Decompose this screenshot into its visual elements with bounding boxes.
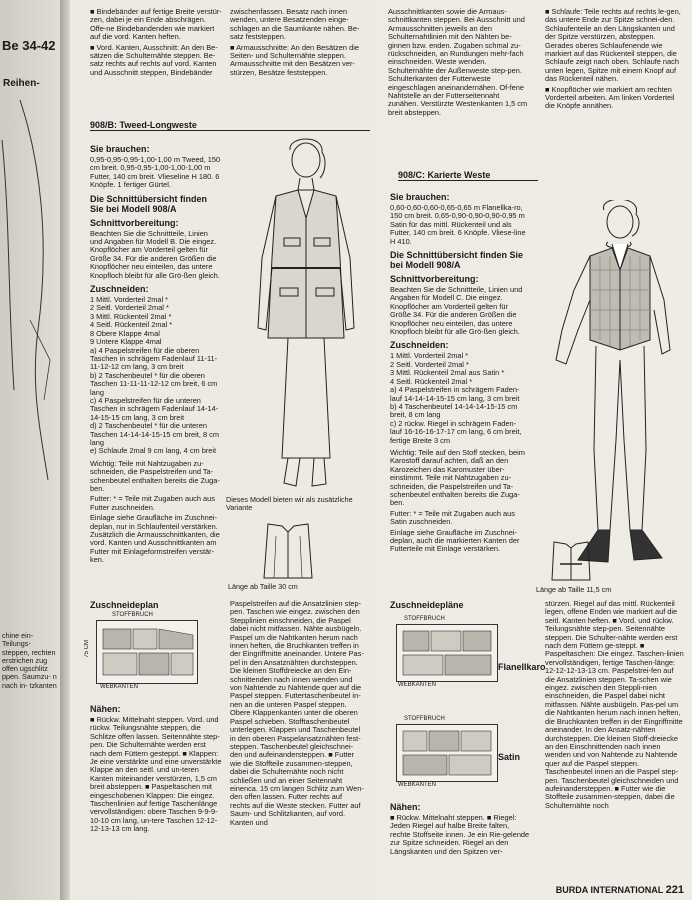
sie-brauchen-heading: Sie brauchen: — [390, 192, 450, 202]
cutting-list-item: b) 4 Taschenbeutel 14-14-14-15-15 cm breit, 8 cm lang — [390, 401, 518, 420]
cutting-plan-pieces — [397, 725, 497, 781]
paragraph: stürzen. Riegel auf das mittl. Rückenteil legen, offene Enden wie markiert auf die seitl. Kanten heften. ■ Vord. und rückw. Teilungsnähte step-pen. Seitennähte steppen. Die Schulter-nähte werden erst nach dem Füttern ge-steppt. ■ Paspeltaschen: Die eingez. Taschen-linien vervollständigen, fertige Taschen-länge: 12-12-12-13-13 cm. Paspelstrei-fen auf die Ansatzlinien steppen. Ta-schen wie eingez. zwischen den Steppli-nien einschneiden, die Paspel dabei nicht mitfassen. Nähte ausbügeln. Pas-pel um die Nahtkanten herum nach innen heften, die Bruchkanten treffen in der Eingriffmitte aneinander. In den Ansatz-nähten durchsteppen. Die kleinen Stoff-dreiecke an den Einschnittenden nach innen wenden und von Nahtende zu Nahtende quer auf die Paspel steppen. Taschenbeutel innen an die Paspel step-pen. Taschenbeutel gleichschneiden und aufeinandersteppen. ■ Futter wie die Stoffteile zusammen-steppen, dabei die Schulternähte noch — [545, 599, 684, 810]
column-4-bottom — [545, 600, 685, 812]
width-label: 75 CM — [84, 640, 90, 658]
cutting-list-item: a) 4 Paspelstreifen für die oberen Taschen in schrägem Fadenlauf 11-11-11-12-12 cm lang, 3 cm breit — [90, 345, 218, 372]
paragraph: Paspelstreifen auf die Ansatzlinien step-pen. Taschen wie eingez. zwischen den Stepplinien einschneiden, die Paspel dabei nicht mitfassen. Nähte ausbügeln. Paspel um die Nahtkanten herum nach innen heften, die Bruchkanten treffen in der Eingriffmitte aneinander. Untere Pas-pel in den Ansatznähten durchsteppen. Die kleinen Stoffdreiecke an den Ein-schnittenden nach innen wenden und von Nahtende zu Nahtende quer auf die Paspel steppen. Futtertaschenbeutel in-nen an die unteren Paspel steppen. Obere Klappenkanten unter die oberen Paspel schieben. Stofftaschenbeutel unterlegen. Klappen und Taschenbeutel in den oberen Paspelansatznähten fest-steppen. Taschenbeutel gleichschnei-den und aufeinandersteppen. ■ Futter wie die Stoffteile zusammen-steppen, dabei die Schulternähte noch nicht schließen und an einer Seitennaht einenca. 15 cm langen Schlitz zum Wen-den offen lassen. Futter rechts auf rechts auf die Weste stecken. Futter auf Saum- und Schlitzkanten, auf vord. Kanten und — [230, 599, 364, 827]
paragraph: ■ Schlaufe: Teile rechts auf rechts le-gen, das untere Ende zur Spitze schnei-den. Schlaufenteile an den Längskanten und der Spitze verstürzen, absteppen. Gerades oberes Schlaufenende wie markiert auf das Rückenteil steppen, die Schlaufe zeigt nach oben. Schlaufe nach unten legen, Spitze mit einem Knopf auf das Rückenteil nähen. — [545, 7, 681, 84]
column-2-top — [230, 8, 362, 79]
zuschneiden-heading: Zuschneiden: — [90, 284, 149, 295]
stoffbruch-label: STOFFBRUCH — [404, 616, 445, 622]
wichtig-text: Wichtig: Teile auf den Stoff stecken, beim Karostoff darauf achten, daß an den Karozeichen das Karomuster über-einstimmt. Teile mit Nahtzugaben zu-schneiden, die Paspelstreifen und Ta-schenbeutel enthalten bereits die Zuga-ben. — [390, 447, 525, 508]
column-4-top — [545, 8, 685, 113]
cutting-list-item: 9 Untere Klappe 4mal — [90, 337, 162, 347]
page-footer — [556, 884, 684, 896]
futter-text: Futter: * = Teile mit Zugaben auch aus Futter zuschneiden. — [90, 494, 215, 512]
schnittvorbereitung-heading: Schnittvorbereitung: — [90, 217, 179, 228]
cutting-list — [90, 296, 222, 456]
cutting-list-item: 1 Mittl. Vorderteil 2mal * — [390, 351, 469, 361]
section-c-instructions — [390, 188, 528, 556]
cutting-list-item: c) 4 Paspelstreifen für die unteren Taschen in schrägem Fadenlauf 14-14-14-15-15 cm lang, 3 cm breit — [90, 395, 219, 422]
paragraph: zwischenfassen. Besatz nach innen wenden, untere Besatzenden einge-schlagen an die Saumkante nähen. Be-satz feststeppen. — [230, 7, 360, 42]
cutting-list-item: 1 Mittl. Vorderteil 2mal * — [90, 295, 169, 305]
length-label-c: Länge ab Taille 11,5 cm — [536, 585, 612, 594]
naehen-b — [90, 700, 222, 836]
naehen-text: ■ Rückw. Mittelnaht steppen. ■ Riegel: Jeden Riegel auf halbe Breite falten, rechte Stoffseite innen. Je ein Rie-gelende zur Spitze schneiden. Riegel an den Längskanten und den Spitzen ver- — [390, 813, 530, 856]
wichtig-text: Wichtig: Teile mit Nahtzugaben zu-schneiden, die Paspelstreifen und Ta-schenbeutel enthalten bereits die Zuga-ben. — [90, 458, 220, 493]
cutting-list-item: 4 Seitl. Rückenteil 2mal * — [390, 376, 473, 386]
naehen-c — [390, 798, 530, 858]
checked-vest-back-sketch — [548, 540, 594, 584]
zuschneiden-heading: Zuschneiden: — [390, 340, 449, 351]
materials-text: 0,60-0,60-0,60-0,65-0,65 m Flanellka-ro, 150 cm breit. 0,65-0,90-0,90-0,90-0,95 m Satin für das mittl. Rückenteil und als Futter, 140 cm breit. 6 Knöpfe. Vliese-line H 410. — [390, 203, 526, 246]
tweed-longvest-illustration — [232, 138, 380, 498]
paragraph: ■ Vord. Kanten, Ausschnitt: An den Be-sätzen die Schulternähte steppen. Be-satz rechts auf rechts auf vord. Kanten und Ausschnitt steppen, Bindebänder — [90, 42, 218, 77]
einlage-text: Einlage siehe Graufläche im Zuschnei-deplan, nur in Schlaufenteil verstärken. Zusätzlich die Armausschnittkanten, die vord. Kanten und Ausschnittkanten am Futter mit Einlageformstreifen verstär-ken. — [90, 513, 220, 565]
section-b-instructions — [90, 140, 222, 567]
webkanten-label: WEBKANTEN — [398, 782, 437, 788]
section-fragment: Reihen- — [3, 78, 40, 89]
schnittuebersicht-heading: Die Schnittübersicht finden Sie bei Modell 908/A — [90, 193, 208, 214]
naehen-heading: Nähen: — [90, 704, 121, 714]
sleeve-sketch — [0, 100, 58, 480]
cutting-list-item: b) 2 Taschenbeutel * für die oberen Taschen 11-11-11-12-12 cm breit, 6 cm lang — [90, 370, 218, 397]
column-1-top — [90, 8, 222, 79]
naehen-text: ■ Rückw. Mittelnaht steppen. Vord. und rückw. Teilungsnähte steppen, die Schlitze offen lassen. Seitennähte step-pen. Die Schulternähte werden erst nach dem Füttern gesteppt. ■ Klappen: Je eine verstärkte und eine unverstärkte Klappe an den seitl. und un-teren Kanten miteinander verstürzen, 1,5 cm breit absteppen. ■ Paspeltaschen mit eingeschobenen Klappen: Die eingez. Taschenlinien auf fertige Taschenlänge vervollständigen: obere Taschen 9-9-9-10-10 cm lang, un-tere Taschen 12-12-12-13-13 cm lang. — [90, 715, 222, 834]
size-label: Be 34-42 — [2, 38, 56, 53]
einlage-text: Einlage siehe Graufläche im Zuschnei-deplan, auch die markierten Kanten der Futterteile mit Einlage verstärken. — [390, 527, 520, 554]
cutting-list-item: 8 Obere Klappe 4mal — [90, 328, 160, 338]
page-gutter — [60, 0, 70, 900]
satin-label: Satin — [498, 752, 521, 762]
cutting-plan-pieces — [97, 621, 197, 683]
previous-page-edge — [0, 0, 63, 900]
flanellkaro-label: Flanellkaro — [498, 662, 546, 672]
cutting-list-item: 2 Seitl. Vorderteil 2mal * — [90, 303, 169, 313]
paragraph: ■ Armausschnitte: An den Besätzen die Seiten- und Schulternähte steppen. Armausschnitte mit den Besätzen ver-stürzen, Besätze feststeppen. — [230, 42, 359, 77]
cutting-list — [390, 352, 528, 444]
section-title-908c: 908/C: Karierte Weste — [398, 170, 538, 181]
cut-off-text: chine ein- Teilungs- steppen, rechten erstrichen zug offen ugschlitz ppen. Saumzu- n nach in- tzkanten — [2, 631, 57, 690]
schnittvorbereitung-heading: Schnittvorbereitung: — [390, 274, 479, 285]
brand-name: BURDA INTERNATIONAL — [555, 885, 664, 895]
longvest-back-sketch — [258, 522, 318, 582]
stoffbruch-label: STOFFBRUCH — [112, 612, 153, 618]
length-label-b: Länge ab Taille 30 cm — [228, 582, 298, 591]
cutting-list-item: e) Schlaufe 2mal 9 cm lang, 4 cm breit — [90, 446, 217, 456]
cutting-list-item: a) 4 Paspelstreifen in schrägem Faden-lauf 14-14-14-15-15 cm lang, 3 cm breit — [390, 385, 520, 403]
section-title-908b: 908/B: Tweed-Longweste — [90, 120, 370, 131]
cutting-plan-flanell — [396, 624, 498, 682]
sie-brauchen-heading: Sie brauchen: — [90, 144, 150, 154]
variant-caption: Dieses Modell bieten wir als zusätzliche Variante — [226, 495, 353, 513]
page-number: 221 — [665, 884, 684, 896]
zuschneideplaene-heading: Zuschneidepläne — [390, 600, 464, 610]
schnittuebersicht-heading: Die Schnittübersicht finden Sie bei Modell 908/A — [390, 250, 524, 271]
checked-vest-illustration — [538, 200, 686, 580]
naehen-heading: Nähen: — [390, 802, 421, 812]
cutting-plan-satin — [396, 724, 498, 782]
cutting-list-item: 2 Seitl. Vorderteil 2mal * — [390, 359, 469, 369]
zuschneideplan-heading: Zuschneideplan — [90, 600, 159, 610]
cutting-list-item: c) 2 rückw. Riegel in schrägem Faden-lauf 16-16-16-17-17 cm lang, 6 cm breit, fertige Breite 3 cm — [390, 418, 522, 445]
cutting-list-item: 3 Mittl. Rückenteil 2mal * — [90, 311, 172, 321]
preparation-text: Beachten Sie die Schnittteile, Linien und Angaben für Modell B. Die eingez. Knopflöcher am Vorderteil gelten für Größe 34. Für die anderen Größen die Knopflöcher neu einteilen, das untere Knopfloch bleibt für alle Grö-ßen gleich. — [90, 228, 220, 280]
paragraph: ■ Bindebänder auf fertige Breite verstür-zen, dabei je ein Ende abschrägen. Offe-ne Bindebandenden wie markiert auf die vord. Kanten heften. — [90, 7, 222, 42]
webkanten-label: WEBKANTEN — [398, 682, 437, 688]
webkanten-label: WEBKANTEN — [100, 684, 139, 690]
cutting-plan-b — [96, 620, 198, 684]
paragraph: Ausschnittkanten sowie die Armaus-schnittkanten steppen. Bei Ausschnitt und Armausschnitten jeweils an den Schulternahtlinien mit den Nähten be-ginnen bzw. enden. Zugaben schmal zu-rückschneiden, an Rundungen mehr-fach einschneiden. Weste wenden. Schulternähte der Außenweste step-pen. Schulterkanten der Futterweste eingeschlagen aneinandernähen. Of-fene Nahtstelle an der Futterseitennaht zunähen. Verstürzte Westenkanten 1,5 cm breit absteppen. — [388, 7, 528, 117]
cutting-list-item: 3 Mittl. Rückenteil 2mal aus Satin * — [390, 368, 505, 378]
cutting-plan-pieces — [397, 625, 497, 681]
paragraph: ■ Knopflöcher wie markiert am rechten Vorderteil arbeiten. Am linken Vorderteil die Knöpfe annähen. — [545, 84, 675, 111]
stoffbruch-label: STOFFBRUCH — [404, 716, 445, 722]
materials-text: 0,95-0,95-0,95-1,00-1,00 m Tweed, 150 cm breit. 0,95-0,95-1,00-1,00-1,00 m Futter, 140 cm breit. Vlieseline H 180. 6 Knöpfe. 1 fertiger Gürtel. — [90, 155, 221, 190]
cutting-list-item: d) 2 Taschenbeutel * für die unteren Taschen 14-14-14-15-15 cm breit, 8 cm lang — [90, 421, 219, 447]
preparation-text: Beachten Sie die Schnittteile, Linien und Angaben für Modell C. Die eingez. Knopflöcher am Vorderteil gelten für Größe 34. Für die anderen Größen die Knopflöcher neu einteilen, das untere Knopfloch bleibt für alle Grö-ßen gleich. — [390, 285, 523, 337]
column-2-bottom — [230, 600, 364, 829]
column-3-top — [388, 8, 528, 119]
cutting-list-item: 4 Seitl. Rückenteil 2mal * — [90, 320, 173, 330]
futter-text: Futter: * = Teile mit Zugaben auch aus Satin zuschneiden. — [390, 508, 515, 527]
